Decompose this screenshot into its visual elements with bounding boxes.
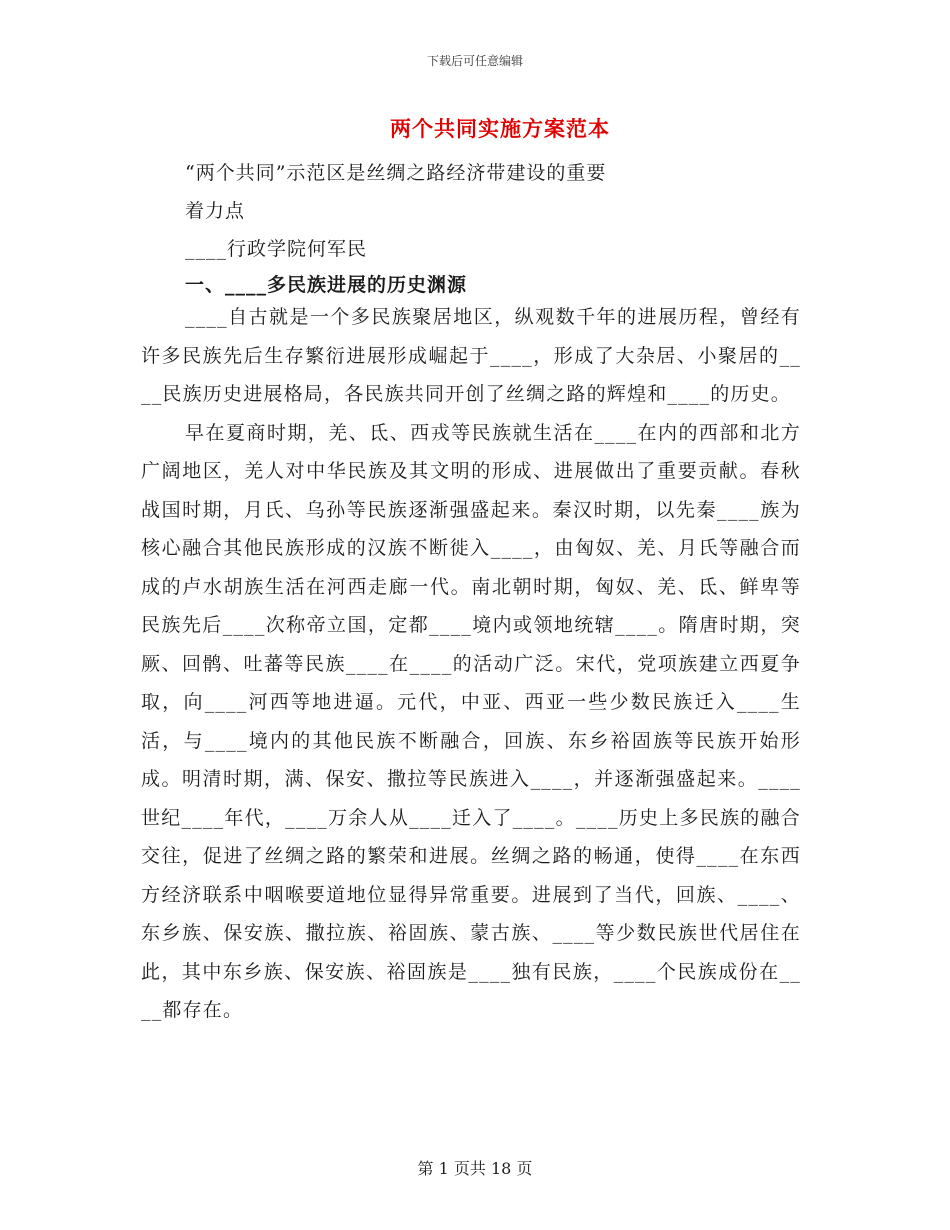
paragraph: 早在夏商时期，羌、氐、西戎等民族就生活在____在内的西部和北方广阔地区，羌人对中华民族及其文明的形成、进展做出了重要贡献。春秋战国时期，月氏、乌孙等民族逐渐强盛起来。秦汉时期，以先秦____族为核心融合其他民族形成的汉族不断徙入____，由匈奴、羌、月氏等融合而成的卢水胡族生活在河西走廊一代。南北朝时期，匈奴、羌、氐、鲜卑等民族先后____次称帝立国，定都____境内或领地统辖____。隋唐时期，突厥、回鹘、吐蕃等民族____在____的活动广泛。宋代，党项族建立西夏争取，向____河西等地进逼。元代，中亚、西亚一些少数民族迁入____生活，与____境内的其他民族不断融合，回族、东乡裕固族等民族开始形成。明清时期，满、保安、撒拉等民族进入____，并逐渐强盛起来。____世纪____年代，____万余人从____迁入了____。____历史上多民族的融合交往，促进了丝绸之路的繁荣和进展。丝绸之路的畅通，使得____在东西方经济联系中咽喉要道地位显得异常重要。进展到了当代，回族、____、东乡族、保安族、撒拉族、裕固族、蒙古族、____等少数民族世代居住在此，其中东乡族、保安族、裕固族是____独有民族，____个民族成份在____都存在。 — [141, 421, 801, 1021]
body-text — [141, 298, 801, 1030]
page-header-note: 下载后可任意编辑 — [426, 54, 523, 68]
document-title: 两个共同实施方案范本 — [390, 116, 610, 141]
paragraph: ____自古就是一个多民族聚居地区，纵观数千年的进展历程，曾经有许多民族先后生存繁衍进展形成崛起于____，形成了大杂居、小聚居的____民族历史进展格局，各民族共同开创了丝绸之路的辉煌和____的历史。 — [141, 306, 801, 405]
page-footer: 第 1 页共 18 页 — [417, 1159, 533, 1178]
author-line: ____行政学院何军民 — [185, 238, 368, 260]
section-heading: 一、____多民族进展的历史渊源 — [185, 274, 468, 296]
subtitle-line-1: “两个共同”示范区是丝绸之路经济带建设的重要 — [185, 162, 607, 184]
subtitle-line-2: 着力点 — [185, 200, 246, 222]
